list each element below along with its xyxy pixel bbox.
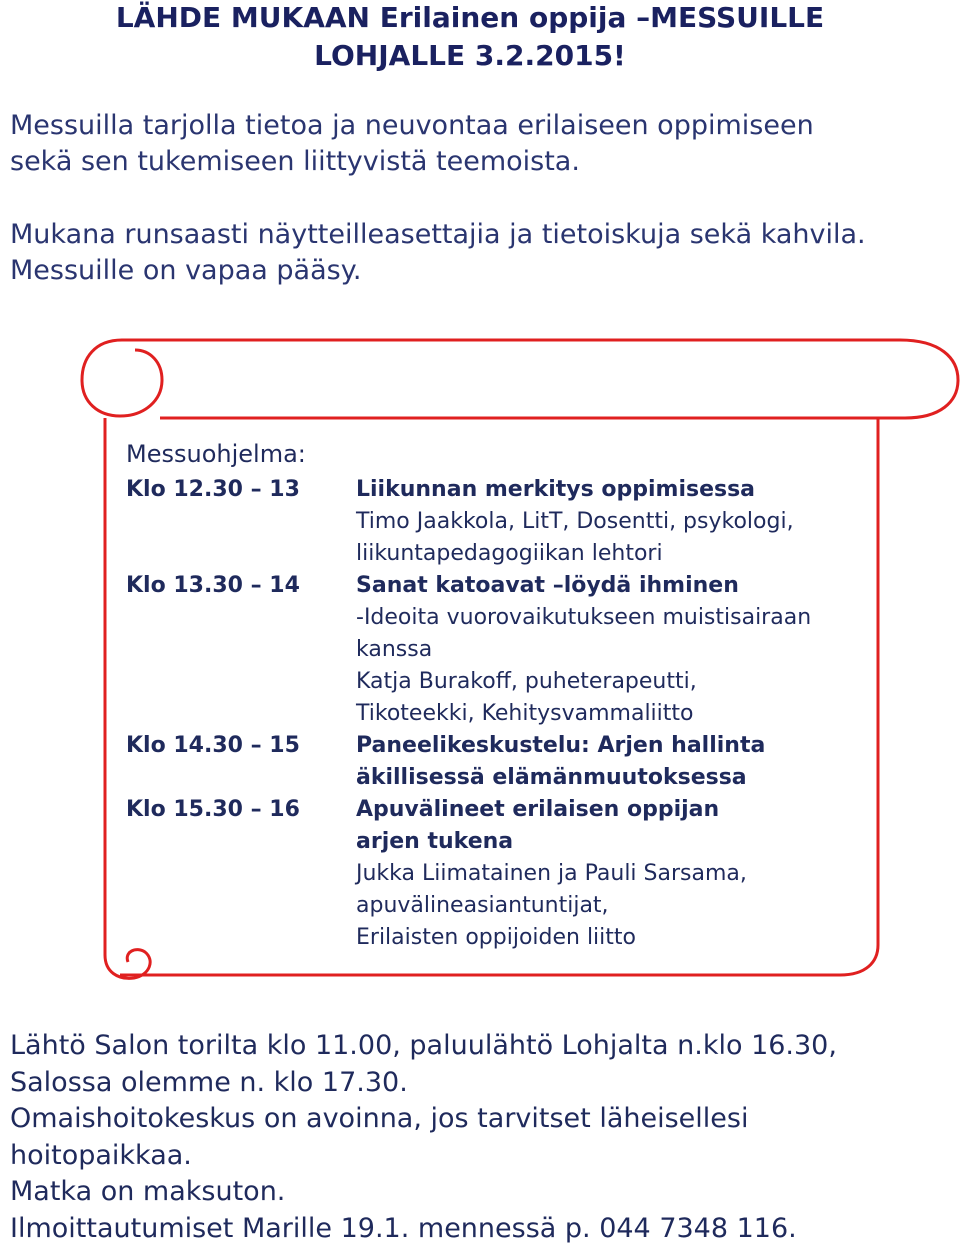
intro-p2-line-1: Mukana runsaasti näytteilleasettajia ja tietoiskuja sekä kahvila. [10, 217, 940, 253]
intro-p2-line-2: Messuille on vapaa pääsy. [10, 253, 940, 289]
footer-line: Matka on maksuton. [10, 1174, 940, 1211]
program-description [356, 730, 906, 794]
program-description [356, 794, 906, 954]
program-title: Sanat katoavat –löydä ihminen [356, 570, 906, 602]
program-time: Klo 13.30 – 14 [126, 570, 356, 730]
footer-line: Ilmoittautumiset Marille 19.1. mennessä p. 044 7348 116. [10, 1211, 940, 1247]
program-title: Liikunnan merkitys oppimisessa [356, 474, 906, 506]
footer-line: Omaishoitokeskus on avoinna, jos tarvitset läheisellesi [10, 1101, 940, 1138]
footer-line: Salossa olemme n. klo 17.30. [10, 1065, 940, 1102]
program-speaker-line: apuvälineasiantuntijat, [356, 890, 906, 922]
program-speaker-line: Erilaisten oppijoiden liitto [356, 922, 906, 954]
program-time: Klo 15.30 – 16 [126, 794, 356, 954]
program-time: Klo 12.30 – 13 [126, 474, 356, 570]
program-speaker-line: Katja Burakoff, puheterapeutti, [356, 666, 906, 698]
program-title: arjen tukena [356, 826, 906, 858]
program-title: äkillisessä elämänmuutoksessa [356, 762, 906, 794]
program-item [126, 794, 906, 954]
program-title: Paneelikeskustelu: Arjen hallinta [356, 730, 906, 762]
footer-info [10, 1028, 940, 1247]
program-speaker-line: -Ideoita vuorovaikutukseen muistisairaan [356, 602, 906, 634]
footer-line: hoitopaikkaa. [10, 1138, 940, 1175]
intro-p1-line-2: sekä sen tukemiseen liittyvistä teemoista. [10, 144, 940, 180]
footer-line: Lähtö Salon torilta klo 11.00, paluulähtö Lohjalta n.klo 16.30, [10, 1028, 940, 1065]
program-speaker-line: Jukka Liimatainen ja Pauli Sarsama, [356, 858, 906, 890]
intro-p1-line-1: Messuilla tarjolla tietoa ja neuvontaa erilaiseen oppimiseen [10, 108, 940, 144]
program-speaker-line: liikuntapedagogiikan lehtori [356, 538, 906, 570]
program-speaker-line: Tikoteekki, Kehitysvammaliitto [356, 698, 906, 730]
program-speaker-line: Timo Jaakkola, LitT, Dosentti, psykologi, [356, 506, 906, 538]
program-time: Klo 14.30 – 15 [126, 730, 356, 794]
program-section [126, 436, 906, 954]
program-item [126, 570, 906, 730]
program-title: Apuvälineet erilaisen oppijan [356, 794, 906, 826]
title-line-1: LÄHDE MUKAAN Erilainen oppija –MESSUILLE [0, 0, 940, 37]
program-item [126, 474, 906, 570]
program-description [356, 570, 906, 730]
program-heading: Messuohjelma: [126, 436, 906, 472]
program-description [356, 474, 906, 570]
program-item [126, 730, 906, 794]
title-line-2: LOHJALLE 3.2.2015! [0, 37, 940, 75]
program-speaker-line: kanssa [356, 634, 906, 666]
